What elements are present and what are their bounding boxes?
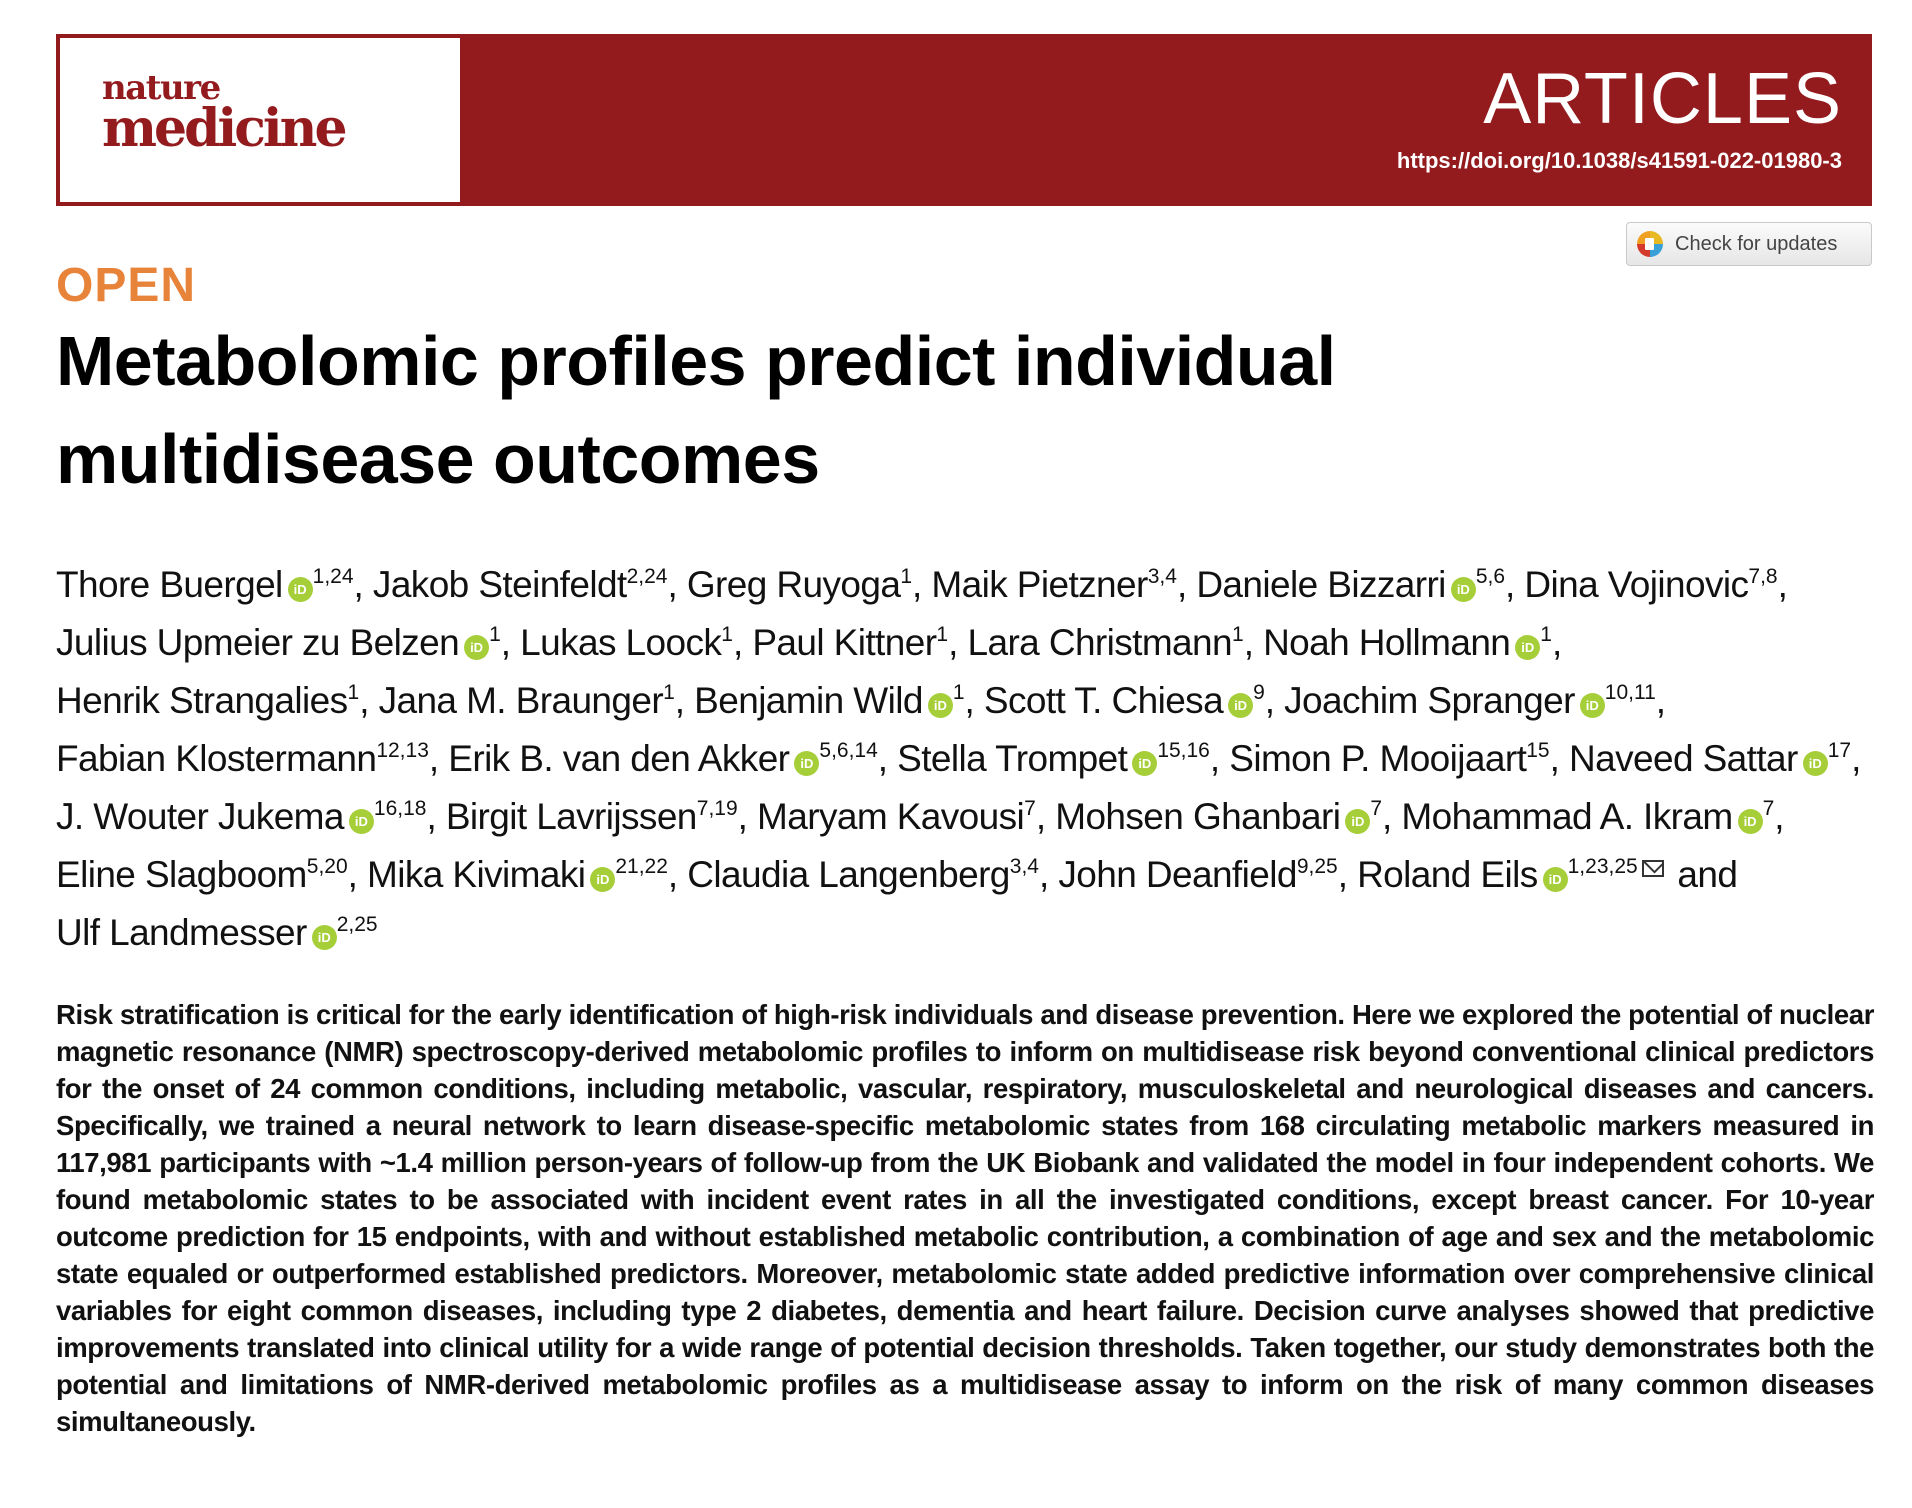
author-entry	[897, 738, 1229, 779]
author-separator: and	[1667, 854, 1738, 895]
author-name[interactable]: Claudia Langenberg	[687, 854, 1010, 895]
author-entry	[56, 680, 379, 721]
author-name[interactable]: Mika Kivimaki	[367, 854, 586, 895]
author-entry	[967, 622, 1263, 663]
journal-header-banner	[56, 34, 1872, 206]
logo-nature-text: nature	[102, 68, 220, 108]
author-name[interactable]: J. Wouter Jukema	[56, 796, 344, 837]
author-separator: ,	[1655, 680, 1666, 721]
author-name[interactable]: Joachim Spranger	[1284, 680, 1575, 721]
orcid-icon[interactable]: iD	[288, 577, 313, 602]
author-name[interactable]: Maik Pietzner	[931, 564, 1148, 605]
author-name[interactable]: Erik B. van den Akker	[448, 738, 790, 779]
author-name[interactable]: Daniele Bizzarri	[1196, 564, 1446, 605]
logo-medicine-text: medicine	[102, 98, 345, 159]
orcid-icon[interactable]: iD	[794, 751, 819, 776]
affiliation-numbers[interactable]: 9	[1253, 681, 1265, 704]
author-entry	[1055, 796, 1401, 837]
author-separator: ,	[347, 854, 368, 895]
author-separator: ,	[1264, 680, 1285, 721]
author-entry	[1357, 854, 1737, 895]
author-entry	[752, 622, 967, 663]
author-separator: ,	[428, 738, 449, 779]
author-entry	[367, 854, 687, 895]
author-name[interactable]: Stella Trompet	[897, 738, 1128, 779]
author-separator: ,	[1243, 622, 1264, 663]
author-name[interactable]: Maryam Kavousi	[757, 796, 1025, 837]
author-entry	[1196, 564, 1524, 605]
author-name[interactable]: Paul Kittner	[752, 622, 937, 663]
author-name[interactable]: Noah Hollmann	[1263, 622, 1511, 663]
author-separator: ,	[737, 796, 758, 837]
author-entry	[1524, 564, 1787, 605]
article-title: Metabolomic profiles predict individual multidisease outcomes	[56, 322, 1336, 498]
author-entry	[56, 912, 378, 953]
author-name[interactable]: Julius Upmeier zu Belzen	[56, 622, 460, 663]
affiliation-numbers[interactable]: 1	[489, 623, 501, 646]
affiliation-numbers[interactable]: 1,23,25	[1567, 855, 1638, 878]
orcid-icon[interactable]: iD	[1738, 809, 1763, 834]
affiliation-numbers[interactable]: 1	[347, 681, 360, 704]
author-separator: ,	[877, 738, 898, 779]
affiliation-numbers[interactable]: 15,16	[1157, 739, 1210, 762]
author-separator: ,	[948, 622, 968, 663]
author-separator: ,	[1777, 564, 1788, 605]
author-name[interactable]: Naveed Sattar	[1568, 738, 1798, 779]
author-name[interactable]: Ulf Landmesser	[56, 912, 307, 953]
orcid-icon[interactable]: iD	[1345, 809, 1370, 834]
author-entry	[373, 564, 687, 605]
author-separator: ,	[353, 564, 373, 605]
affiliation-numbers[interactable]: 1	[936, 623, 949, 646]
affiliation-numbers[interactable]: 9,25	[1296, 855, 1338, 878]
abstract-text: Risk stratification is critical for the early identification of high-risk individuals and disease prevention. Here we explored the potential of nuclear magnetic resonance (NMR) spectroscopy-derived metabolomic profiles to inform on multidisease risk beyond conventional clinical predictors for the onset of 24 common conditions, including metabolic, vascular, respiratory, musculoskeletal and neurological diseases and cancers. Specifically, we trained a neural network to learn disease-specific metabolomic states from 168 circulating metabolic markers measured in 117,981 participants with ~1.4 million person-years of follow-up from the UK Biobank and validated the model in four independent cohorts. We found metabolomic states to be associated with incident event rates in all the investigated conditions, except breast cancer. For 10-year outcome prediction for 15 endpoints, with and without established metabolic contribution, a combination of age and sex and the metabolomic state equaled or outperformed established predictors. Moreover, metabolomic state added predictive information over comprehensive clinical variables for eight common diseases, including type 2 diabetes, dementia and heart failure. Decision curve analyses showed that predictive improvements translated into clinical utility for a wide range of potential decision thresholds. Taken together, our study demonstrates both the potential and limitations of NMR-derived metabolomic profiles as a multidisease assay to inform on the risk of many common diseases simultaneously.	[56, 999, 1874, 1437]
affiliation-numbers[interactable]: 7,8	[1748, 565, 1778, 588]
affiliation-numbers[interactable]: 15	[1526, 739, 1550, 762]
author-name[interactable]: Mohammad A. Ikram	[1401, 796, 1733, 837]
author-name[interactable]: Benjamin Wild	[694, 680, 923, 721]
affiliation-numbers[interactable]: 16,18	[373, 797, 427, 820]
author-entry	[1058, 854, 1357, 895]
author-name[interactable]: Greg Ruyoga	[686, 564, 901, 605]
author-separator: ,	[667, 564, 687, 605]
author-list	[56, 556, 1886, 962]
author-separator: ,	[500, 622, 521, 663]
author-separator: ,	[1774, 796, 1784, 837]
author-entry	[984, 680, 1284, 721]
affiliation-numbers[interactable]: 5,20	[306, 855, 348, 878]
author-entry	[379, 680, 695, 721]
affiliation-numbers[interactable]: 12,13	[376, 739, 429, 762]
affiliation-numbers[interactable]: 2,24	[626, 565, 668, 588]
check-for-updates-label: Check for updates	[1675, 232, 1838, 255]
orcid-icon[interactable]: iD	[1543, 867, 1568, 892]
author-separator: ,	[359, 680, 379, 721]
journal-logo[interactable]	[60, 38, 460, 202]
author-name[interactable]: Mohsen Ghanbari	[1055, 796, 1341, 837]
author-separator: ,	[1337, 854, 1358, 895]
author-entry	[1263, 622, 1562, 663]
author-entry	[1284, 680, 1665, 721]
author-entry	[56, 854, 367, 895]
author-entry	[520, 622, 752, 663]
orcid-icon[interactable]: iD	[590, 867, 615, 892]
doi-link[interactable]: https://doi.org/10.1038/s41591-022-01980-3	[1396, 148, 1842, 173]
orcid-icon[interactable]: iD	[1580, 693, 1605, 718]
author-entry	[448, 738, 897, 779]
author-name[interactable]: Eline Slagboom	[56, 854, 307, 895]
author-name[interactable]: Dina Vojinovic	[1524, 564, 1749, 605]
author-separator: ,	[1851, 738, 1861, 779]
author-entry	[56, 738, 448, 779]
author-name[interactable]: John Deanfield	[1058, 854, 1297, 895]
check-for-updates-button[interactable]	[1626, 222, 1872, 266]
author-name[interactable]: Birgit Lavrijssen	[445, 796, 697, 837]
author-name[interactable]: Roland Eils	[1357, 854, 1538, 895]
author-entry	[687, 564, 932, 605]
author-entry	[1229, 738, 1569, 779]
affiliation-numbers[interactable]: 1,24	[312, 565, 354, 588]
orcid-icon[interactable]: iD	[1451, 577, 1476, 602]
orcid-icon[interactable]: iD	[312, 925, 337, 950]
author-separator: ,	[1551, 622, 1562, 663]
affiliation-numbers[interactable]: 1	[721, 623, 733, 646]
open-access-label: OPEN	[56, 259, 197, 312]
author-entry	[1569, 738, 1861, 779]
author-entry	[687, 854, 1058, 895]
author-name[interactable]: Scott T. Chiesa	[983, 680, 1224, 721]
affiliation-numbers[interactable]: 10,11	[1604, 681, 1656, 704]
author-entry	[757, 796, 1055, 837]
author-name[interactable]: Fabian Klostermann	[56, 738, 377, 779]
author-separator: ,	[674, 680, 695, 721]
orcid-icon[interactable]: iD	[464, 635, 489, 660]
author-entry	[56, 564, 373, 605]
author-entry	[56, 622, 520, 663]
affiliation-numbers[interactable]: 1	[1232, 623, 1244, 646]
author-name[interactable]: Lara Christmann	[967, 622, 1232, 663]
orcid-icon[interactable]: iD	[1515, 635, 1540, 660]
author-separator: ,	[667, 854, 688, 895]
affiliation-numbers[interactable]: 21,22	[615, 855, 668, 878]
author-name[interactable]: Simon P. Mooijaart	[1229, 738, 1527, 779]
orcid-icon[interactable]: iD	[928, 693, 953, 718]
article-type-label: ARTICLES	[1483, 59, 1842, 139]
author-separator: ,	[964, 680, 984, 721]
orcid-icon[interactable]: iD	[1132, 751, 1157, 776]
author-name[interactable]: Lukas Loock	[520, 622, 722, 663]
author-entry	[56, 796, 446, 837]
affiliation-numbers[interactable]: 7	[1024, 797, 1036, 820]
author-name[interactable]: Thore Buergel	[56, 564, 283, 605]
author-separator: ,	[912, 564, 932, 605]
author-separator: ,	[1505, 564, 1525, 605]
author-name[interactable]: Jana M. Braunger	[378, 680, 664, 721]
author-entry	[931, 564, 1196, 605]
affiliation-numbers[interactable]: 7,19	[696, 797, 738, 820]
envelope-icon[interactable]	[1642, 860, 1664, 877]
author-separator: ,	[732, 622, 753, 663]
author-entry	[694, 680, 984, 721]
author-separator: ,	[1382, 796, 1402, 837]
affiliation-numbers[interactable]: 17	[1827, 739, 1852, 762]
affiliation-numbers[interactable]: 7	[1370, 797, 1383, 820]
affiliation-numbers[interactable]: 5,6	[1475, 565, 1506, 588]
affiliation-numbers[interactable]: 7	[1762, 797, 1775, 820]
author-separator: ,	[1209, 738, 1230, 779]
author-name[interactable]: Henrik Strangalies	[56, 680, 348, 721]
affiliation-numbers[interactable]: 1	[952, 681, 965, 704]
affiliation-numbers[interactable]: 1	[900, 565, 913, 588]
affiliation-numbers[interactable]: 5,6,14	[819, 739, 878, 762]
crossmark-icon	[1637, 231, 1663, 257]
affiliation-numbers[interactable]: 1	[663, 681, 675, 704]
orcid-icon[interactable]: iD	[1228, 693, 1253, 718]
author-separator: ,	[426, 796, 446, 837]
affiliation-numbers[interactable]: 3,4	[1009, 855, 1039, 878]
author-entry	[446, 796, 757, 837]
author-separator: ,	[1035, 796, 1056, 837]
author-separator: ,	[1038, 854, 1059, 895]
author-name[interactable]: Jakob Steinfeldt	[372, 564, 627, 605]
affiliation-numbers[interactable]: 1	[1540, 623, 1552, 646]
author-separator: ,	[1176, 564, 1197, 605]
orcid-icon[interactable]: iD	[349, 809, 374, 834]
affiliation-numbers[interactable]: 2,25	[336, 913, 378, 936]
author-separator: ,	[1549, 738, 1569, 779]
orcid-icon[interactable]: iD	[1803, 751, 1828, 776]
affiliation-numbers[interactable]: 3,4	[1147, 565, 1177, 588]
author-entry	[1401, 796, 1784, 837]
